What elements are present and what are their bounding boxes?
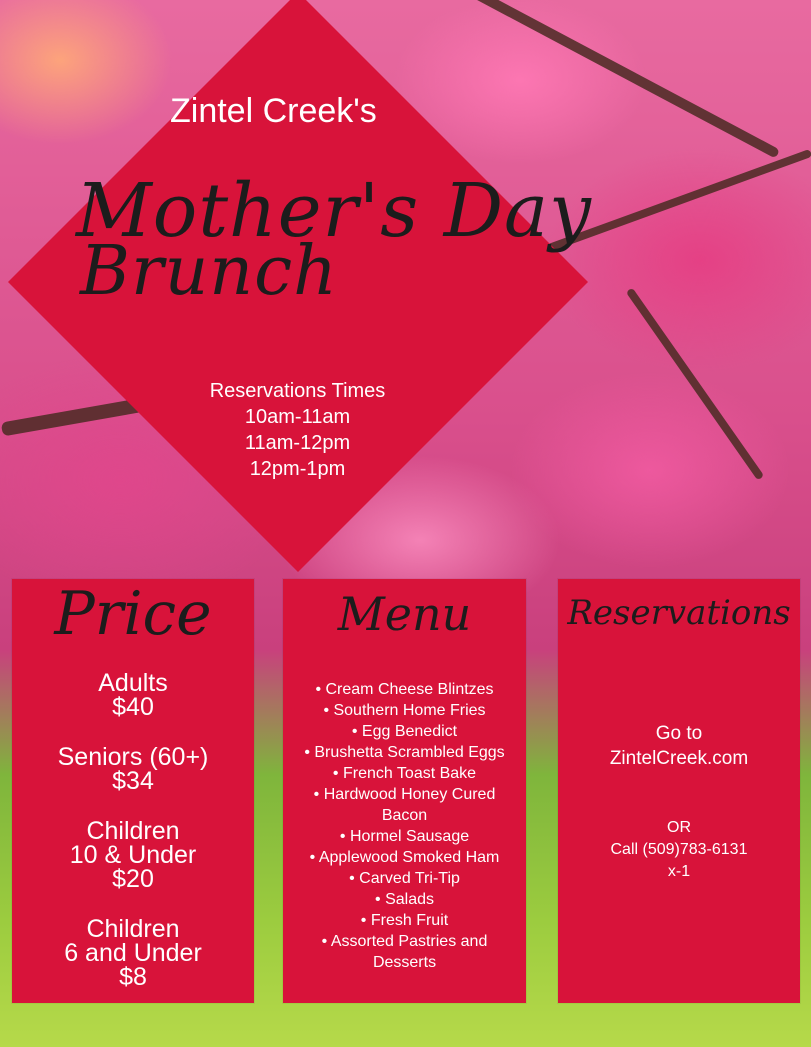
menu-item: • Hormel Sausage: [283, 826, 526, 847]
reservations-panel: [558, 579, 800, 1003]
price-label: Seniors (60+): [57, 743, 209, 771]
time-slot: 10am-11am: [244, 406, 351, 428]
menu-item: • Fresh Fruit: [283, 910, 526, 931]
price-label-sub: 10 & Under: [69, 841, 197, 869]
price-item-children-6: [12, 917, 254, 989]
tree-branch: [626, 288, 764, 481]
website-link[interactable]: ZintelCreek.com: [609, 748, 749, 769]
menu-item: • Southern Home Fries: [283, 700, 526, 721]
tree-branch: [440, 0, 780, 159]
menu-panel: [283, 579, 526, 1003]
menu-item: • Salads: [283, 889, 526, 910]
menu-item: • Applewood Smoked Ham: [283, 847, 526, 868]
menu-list: [283, 679, 526, 973]
price-list: [12, 671, 254, 1015]
price-label-sub: 6 and Under: [64, 939, 202, 967]
menu-item: • Hardwood Honey Cured Bacon: [283, 784, 526, 826]
time-slot: 11am-12pm: [244, 432, 351, 454]
price-item-adults: [12, 671, 254, 719]
price-label: Children: [86, 817, 180, 845]
price-item-children-10: [12, 819, 254, 891]
phone-block: [558, 817, 800, 883]
event-title-line1: Mother's Day: [76, 168, 592, 254]
price-amount: $8: [119, 963, 147, 991]
price-label: Adults: [98, 669, 168, 697]
phone-number[interactable]: Call (509)783-6131: [610, 841, 748, 858]
price-title: Price: [54, 579, 212, 649]
price-amount: $20: [112, 865, 154, 893]
phone-extension: x-1: [667, 863, 691, 880]
price-panel: [12, 579, 254, 1003]
menu-item: • Egg Benedict: [283, 721, 526, 742]
menu-item: • French Toast Bake: [283, 763, 526, 784]
price-item-seniors: [12, 745, 254, 793]
menu-title: Menu: [337, 587, 472, 641]
website-block: [558, 721, 800, 771]
venue-name: Zintel Creek's: [170, 92, 377, 130]
price-amount: $40: [112, 693, 154, 721]
reservation-times: [190, 378, 405, 482]
event-title-line2: Brunch: [80, 232, 338, 311]
reservation-times-heading: Reservations Times: [209, 380, 386, 402]
menu-item: • Carved Tri-Tip: [283, 868, 526, 889]
price-amount: $34: [112, 767, 154, 795]
or-label: OR: [667, 819, 691, 836]
price-label: Children: [86, 915, 180, 943]
menu-item: • Assorted Pastries and Desserts: [283, 931, 526, 973]
menu-item: • Cream Cheese Blintzes: [283, 679, 526, 700]
time-slot: 12pm-1pm: [249, 458, 346, 480]
reservations-title: Reservations: [567, 593, 791, 633]
menu-item: • Brushetta Scrambled Eggs: [283, 742, 526, 763]
go-to-label: Go to: [655, 723, 703, 744]
